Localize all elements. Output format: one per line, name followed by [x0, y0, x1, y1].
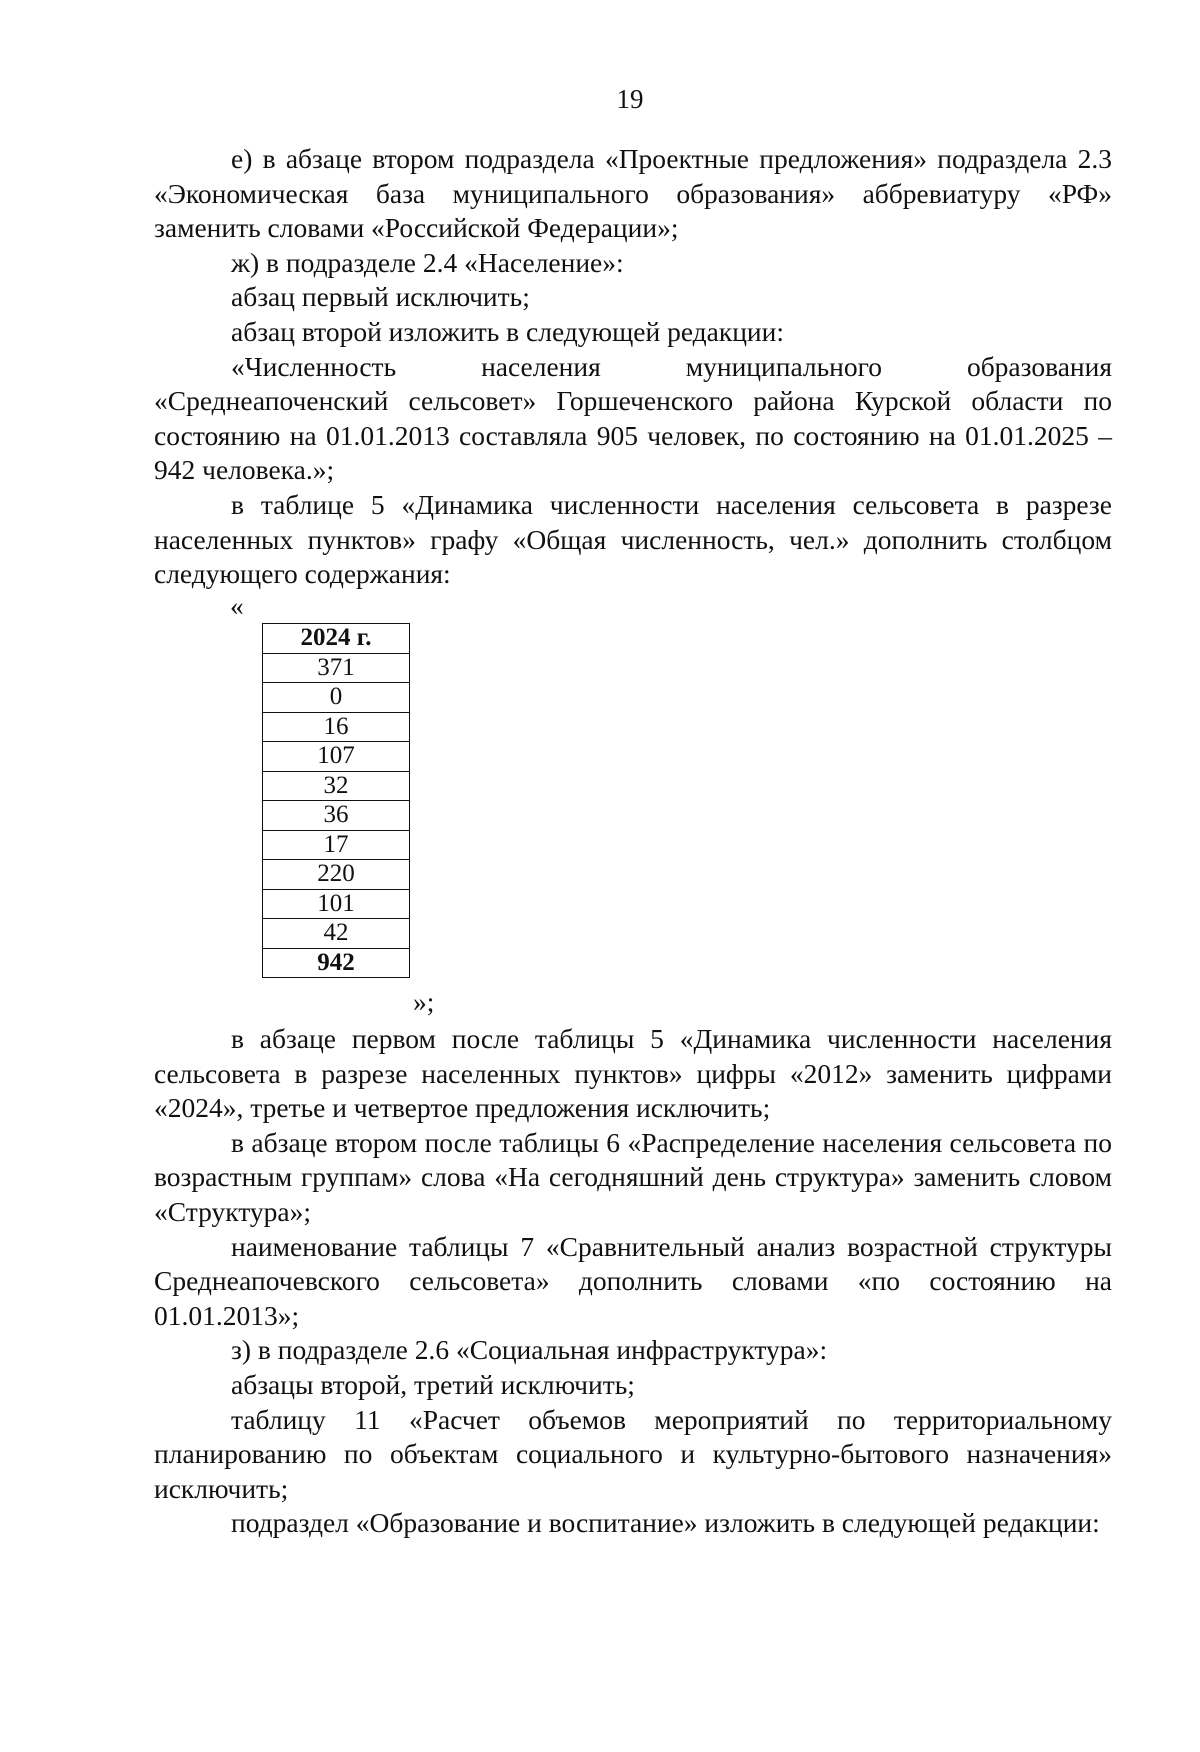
paragraph: ж) в подразделе 2.4 «Население»: [231, 246, 624, 278]
paragraph: з) в подразделе 2.6 «Социальная инфраструктура»: [231, 1334, 828, 1366]
table-cell: 371 [263, 653, 410, 683]
opening-quote: « [230, 590, 244, 621]
paragraph: таблицу 11 «Расчет объемов мероприятий по территориальному планированию по объектам социального и культурно-бытового назначения» исключить; [154, 1403, 1112, 1504]
table-cell: 32 [263, 771, 410, 801]
paragraph: е) в абзаце втором подраздела «Проектные предложения» подраздела 2.3 «Экономическая база муниципального образования» аббревиатуру «РФ» заменить словами «Российской Федерации»; [154, 143, 1112, 244]
table-row [263, 683, 410, 713]
table-cell: 101 [263, 889, 410, 919]
table-row [263, 771, 410, 801]
table-cell: 17 [263, 830, 410, 860]
table-cell: 36 [263, 801, 410, 831]
paragraph: абзацы второй, третий исключить; [231, 1368, 635, 1400]
table-cell: 107 [263, 742, 410, 772]
text-block-before-table [154, 142, 1112, 592]
table-cell: 0 [263, 683, 410, 713]
table-cell: 16 [263, 712, 410, 742]
closing-quote: »; [413, 986, 435, 1017]
page-number: 19 [616, 84, 644, 114]
text-block-after-table [154, 1022, 1112, 1541]
paragraph: абзац второй изложить в следующей редакции: [231, 315, 785, 347]
table-row [263, 742, 410, 772]
table-row [263, 801, 410, 831]
paragraph: наименование таблицы 7 «Сравнительный анализ возрастной структуры Среднеапочевского сельсовета» дополнить словами «по состоянию на 01.01.2013»; [154, 1230, 1112, 1331]
population-2024-table [262, 623, 410, 978]
paragraph: «Численность населения муниципального образования «Среднеапоченский сельсовет» Горшеченского района Курской области по состоянию на 01.01.2013 составляла 905 человек, по состоянию на 01.01.2025 – 942 человека.»; [154, 350, 1112, 486]
table-row [263, 653, 410, 683]
table-header: 2024 г. [263, 624, 410, 654]
paragraph: подраздел «Образование и воспитание» изложить в следующей редакции: [231, 1507, 1100, 1539]
table-row [263, 712, 410, 742]
paragraph: в таблице 5 «Динамика численности населения сельсовета в разрезе населенных пунктов» графу «Общая численность, чел.» дополнить столбцом следующего содержания: [154, 488, 1112, 590]
table-row [263, 889, 410, 919]
table-row [263, 919, 410, 949]
paragraph: в абзаце первом после таблицы 5 «Динамика численности населения сельсовета в разрезе населенных пунктов» цифры «2012» заменить цифрами «2024», третье и четвертое предложения исключить; [154, 1023, 1112, 1124]
paragraph: абзац первый исключить; [231, 281, 530, 313]
table-cell: 42 [263, 919, 410, 949]
table-row [263, 830, 410, 860]
paragraph: в абзаце втором после таблицы 6 «Распределение населения сельсовета по возрастным группам» слова «На сегодняшний день структура» заменить словом «Структура»; [154, 1126, 1112, 1227]
table-cell: 220 [263, 860, 410, 890]
table-row-total [263, 948, 410, 978]
table-row [263, 860, 410, 890]
table-total-cell: 942 [263, 948, 410, 978]
